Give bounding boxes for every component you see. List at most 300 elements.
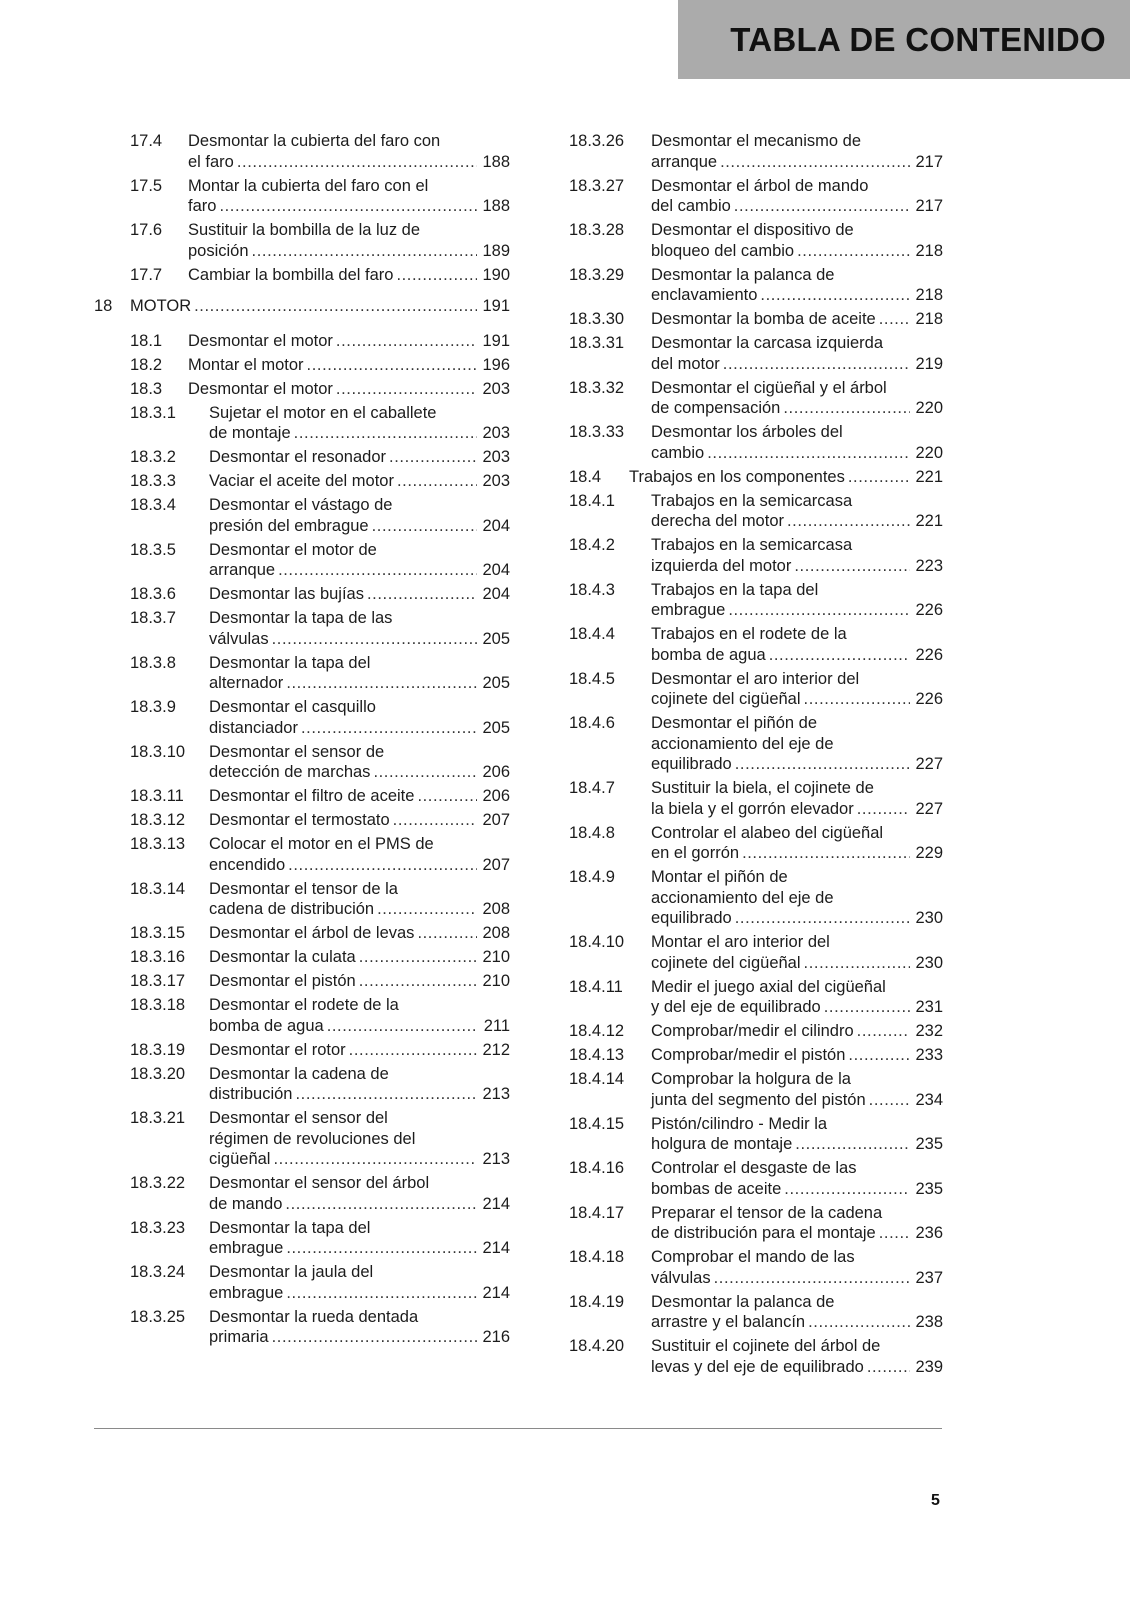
toc-entry-title-line: Desmontar el casquillo	[209, 698, 376, 716]
toc-entry-number: 18.3.5	[130, 540, 176, 559]
toc-entry-title	[651, 932, 943, 973]
toc-entry-title	[188, 355, 510, 376]
toc-entry-title-line: Montar la cubierta del faro con el	[188, 176, 429, 195]
toc-entry[interactable]	[94, 971, 510, 992]
toc-entry-title-line: Desmontar el piñón de	[651, 714, 818, 732]
toc-entry-title-line: cojinete del cigüeñal	[651, 953, 801, 972]
toc-page-number: 205	[482, 629, 510, 648]
toc-entry-title-line: válvulas	[209, 629, 269, 648]
toc-page-number: 235	[915, 1179, 943, 1198]
toc-entry[interactable]	[569, 932, 943, 973]
dot-leader	[397, 471, 477, 492]
toc-entry-title-line: Desmontar el sensor de	[209, 742, 385, 761]
toc-right-column	[569, 131, 943, 1381]
toc-entry-title	[209, 971, 510, 992]
toc-entry-title-line: Trabajos en los componentes	[629, 467, 845, 486]
toc-entry-number: 18.4.7	[569, 779, 615, 797]
toc-entry[interactable]	[569, 1292, 943, 1333]
toc-entry[interactable]	[94, 447, 510, 468]
toc-entry-number: 18.3.21	[130, 1109, 186, 1127]
toc-entry-title-line: derecha del motor	[651, 512, 784, 530]
toc-entry-title-line: encendido	[209, 855, 286, 874]
dot-leader	[396, 265, 477, 286]
toc-entry[interactable]	[569, 823, 943, 864]
toc-entry[interactable]	[94, 995, 510, 1036]
dot-leader	[252, 241, 477, 262]
toc-entry-title-line: y del eje de equilibrado	[651, 998, 821, 1016]
toc-entry-title-line: Desmontar la palanca de	[651, 1292, 835, 1311]
toc-entry-title-line: Desmontar la jaula del	[209, 1263, 374, 1281]
toc-entry-number: 18.4.3	[569, 580, 615, 599]
toc-entry-title-line: distanciador	[209, 718, 298, 737]
toc-entry-title	[651, 624, 943, 665]
toc-entry-number: 18.3.14	[130, 879, 186, 898]
toc-page-number: 231	[915, 998, 943, 1016]
toc-chapter-entry[interactable]	[94, 296, 510, 317]
toc-entry-title-line: de mando	[209, 1194, 283, 1213]
toc-entry-number: 18.4.16	[569, 1159, 625, 1177]
toc-entry[interactable]	[569, 131, 943, 172]
toc-entry-title-line: Pistón/cilindro - Medir la	[651, 1114, 828, 1133]
dot-leader	[857, 799, 910, 820]
toc-entry[interactable]	[94, 923, 510, 944]
toc-entry-title-line: Sustituir el cojinete del árbol de	[651, 1337, 881, 1355]
toc-page-number: 218	[915, 310, 943, 328]
toc-page-number: 212	[482, 1040, 510, 1059]
toc-entry[interactable]	[94, 879, 510, 920]
toc-entry[interactable]	[569, 1045, 943, 1066]
toc-page-number: 203	[482, 424, 510, 442]
toc-entry-title	[651, 378, 943, 419]
toc-page-number: 208	[482, 900, 510, 918]
toc-entry[interactable]	[94, 540, 510, 581]
toc-entry-title-line: del motor	[651, 354, 720, 373]
toc-entry-number: 18.4.20	[569, 1337, 625, 1355]
toc-entry-number: 17.6	[130, 221, 163, 239]
dot-leader	[373, 762, 477, 783]
toc-entry-title	[188, 331, 510, 352]
toc-entry-title-line: arrastre y el balancín	[651, 1313, 806, 1331]
dot-leader	[349, 1040, 477, 1061]
toc-entry-title	[651, 1158, 943, 1199]
toc-entry[interactable]	[569, 867, 943, 929]
toc-entry[interactable]	[94, 265, 510, 286]
toc-entry-title-line: Desmontar las bujías	[209, 585, 364, 603]
toc-entry-title-line: bomba de agua	[651, 645, 766, 664]
dot-leader	[869, 1090, 910, 1111]
dot-leader	[808, 1312, 910, 1333]
toc-entry[interactable]	[94, 608, 510, 649]
toc-entry[interactable]	[569, 467, 943, 488]
toc-entry-number: 18.4.15	[569, 1114, 625, 1133]
toc-entry[interactable]	[94, 176, 510, 217]
toc-entry-title	[629, 467, 943, 488]
toc-entry-title-line: alternador	[209, 674, 284, 692]
toc-entry-title-line: Cambiar la bombilla del faro	[188, 265, 394, 284]
toc-page-number: 233	[915, 1046, 943, 1064]
dot-leader	[824, 997, 910, 1018]
toc-page-number: 205	[482, 718, 510, 737]
toc-page-number: 217	[915, 197, 943, 215]
toc-entry-number: 18.3.32	[569, 378, 625, 397]
toc-page-number: 220	[915, 443, 943, 462]
toc-entry-title-line: de montaje	[209, 424, 291, 442]
toc-entry-title-line: Comprobar la holgura de la	[651, 1070, 851, 1088]
toc-entry-title-line: Desmontar la tapa del	[209, 653, 371, 672]
toc-entry[interactable]	[94, 220, 510, 261]
dot-leader	[867, 1357, 910, 1378]
toc-entry-number: 18.4.4	[569, 625, 615, 643]
toc-entry[interactable]	[569, 669, 943, 710]
toc-entry-title-line: bloqueo del cambio	[651, 241, 795, 260]
toc-entry-title	[651, 1114, 943, 1155]
toc-entry-title-line: holgura de montaje	[651, 1135, 793, 1153]
dot-leader	[848, 467, 910, 488]
toc-entry-title	[651, 713, 943, 775]
page-number: 5	[931, 1492, 940, 1509]
dot-leader	[723, 354, 910, 375]
toc-entry-title	[209, 947, 510, 968]
toc-entry[interactable]	[94, 379, 510, 400]
dot-leader	[714, 1268, 910, 1289]
toc-entry-title-line: Controlar el alabeo del cigüeñal	[651, 823, 884, 842]
toc-entry[interactable]	[94, 1307, 510, 1348]
toc-entry[interactable]	[569, 624, 943, 665]
toc-entry-title-line: Medir el juego axial del cigüeñal	[651, 977, 886, 996]
dot-leader	[720, 152, 910, 173]
toc-page-number: 234	[915, 1090, 943, 1109]
toc-entry-title-line: del cambio	[651, 197, 731, 215]
toc-entry-title	[209, 403, 510, 444]
toc-entry-title	[209, 742, 510, 783]
toc-entry-title-line: Preparar el tensor de la cadena	[651, 1203, 883, 1222]
toc-entry-number: 18.3.1	[130, 403, 176, 422]
toc-entry-title-line: Comprobar el mando de las	[651, 1248, 855, 1266]
toc-page-number: 203	[482, 448, 510, 466]
toc-entry-title-line: Comprobar/medir el pistón	[651, 1046, 846, 1064]
header-banner	[678, 0, 1130, 79]
toc-entry-title-line: Vaciar el aceite del motor	[209, 472, 394, 490]
toc-entry[interactable]	[569, 491, 943, 532]
toc-entry-title	[209, 540, 510, 581]
toc-entry-title-line: accionamiento del eje de	[651, 888, 834, 907]
toc-entry-title	[188, 131, 510, 172]
toc-entry-title	[209, 471, 510, 492]
dot-leader	[278, 560, 477, 581]
toc-page-number: 226	[915, 601, 943, 619]
toc-page-number: 203	[482, 379, 510, 398]
toc-entry-title-line: Desmontar el cigüeñal y el árbol	[651, 378, 887, 397]
toc-entry-number: 18.2	[130, 355, 163, 374]
toc-entry-number: 18.3.31	[569, 334, 625, 352]
toc-page-number: 216	[482, 1328, 510, 1346]
dot-leader	[359, 947, 477, 968]
toc-entry[interactable]	[94, 355, 510, 376]
toc-entry-number: 17.4	[130, 132, 163, 150]
toc-entry-number: 18.3.16	[130, 948, 186, 966]
dot-leader	[336, 331, 477, 352]
dot-leader	[795, 1134, 910, 1155]
dot-leader	[742, 843, 910, 864]
toc-entry-title	[209, 1262, 510, 1303]
toc-entry-title	[209, 653, 510, 694]
toc-entry[interactable]	[569, 265, 943, 306]
toc-entry-title-line: Trabajos en la tapa del	[651, 580, 819, 599]
toc-entry-title-line: cambio	[651, 443, 705, 462]
toc-entry-title-line: Desmontar el árbol de levas	[209, 924, 415, 942]
dot-leader	[272, 1327, 477, 1348]
toc-entry-title-line: embrague	[209, 1239, 284, 1257]
toc-entry-title-line: levas y del eje de equilibrado	[651, 1357, 864, 1376]
toc-entry[interactable]	[569, 309, 943, 330]
dot-leader	[327, 1016, 477, 1037]
toc-entry-number: 18.3.20	[130, 1064, 186, 1083]
toc-entry-title	[209, 1218, 510, 1259]
dot-leader	[783, 398, 910, 419]
toc-entry-title-line: detección de marchas	[209, 763, 371, 781]
toc-entry-title-line: Desmontar la tapa del	[209, 1218, 371, 1237]
toc-entry[interactable]	[94, 947, 510, 968]
toc-entry-title	[188, 176, 510, 217]
toc-entry[interactable]	[94, 471, 510, 492]
toc-entry[interactable]	[569, 535, 943, 576]
toc-page-number: 206	[482, 787, 510, 805]
toc-entry[interactable]	[569, 713, 943, 775]
dot-leader	[367, 584, 477, 605]
toc-page-number: 220	[915, 399, 943, 417]
toc-entry-title	[651, 535, 943, 576]
toc-entry[interactable]	[569, 1021, 943, 1042]
dot-leader	[372, 516, 477, 537]
toc-entry[interactable]	[94, 786, 510, 807]
toc-entry-title	[651, 669, 943, 710]
dot-leader	[848, 1045, 910, 1066]
toc-entry-number: 18	[94, 297, 113, 315]
toc-entry-title-line: MOTOR	[130, 297, 192, 315]
toc-entry-title-line: Montar el motor	[188, 355, 304, 374]
toc-entry-number: 18.3.3	[130, 472, 176, 490]
toc-entry-title	[209, 1307, 510, 1348]
toc-entry-title-line: Desmontar el termostato	[209, 811, 390, 829]
toc-page-number: 207	[482, 855, 510, 874]
toc-entry-number: 18.4.1	[569, 491, 615, 510]
dot-leader	[307, 355, 477, 376]
toc-entry[interactable]	[569, 333, 943, 374]
toc-entry-number: 18.3	[130, 379, 163, 398]
toc-page-number: 196	[482, 355, 510, 374]
toc-entry-title-line: Desmontar la rueda dentada	[209, 1307, 419, 1326]
toc-entry-number: 18.4.5	[569, 669, 615, 688]
toc-entry-title-line: arranque	[209, 561, 276, 579]
footer-divider	[94, 1428, 942, 1429]
dot-leader	[286, 1238, 477, 1259]
toc-entry-title	[188, 379, 510, 400]
dot-leader	[336, 379, 477, 400]
toc-entry[interactable]	[94, 834, 510, 875]
toc-page-number: 237	[915, 1268, 943, 1287]
toc-entry[interactable]	[94, 697, 510, 738]
toc-entry-number: 18.4.18	[569, 1248, 625, 1266]
page-title: TABLA DE CONTENIDO	[730, 21, 1106, 58]
toc-entry[interactable]	[569, 422, 943, 463]
toc-page-number: 204	[482, 561, 510, 579]
toc-entry[interactable]	[94, 1040, 510, 1061]
toc-entry-number: 18.3.25	[130, 1307, 186, 1326]
toc-entry-title	[651, 265, 943, 306]
toc-entry[interactable]	[569, 1114, 943, 1155]
dot-leader	[787, 511, 910, 532]
toc-entry-title-line: cigüeñal	[209, 1150, 271, 1168]
toc-entry-title	[209, 1108, 510, 1170]
toc-entry-number: 18.3.11	[130, 787, 184, 805]
toc-entry[interactable]	[94, 1173, 510, 1214]
toc-entry-number: 18.4	[569, 467, 602, 486]
dot-leader	[273, 1149, 477, 1170]
toc-entry[interactable]	[569, 977, 943, 1018]
toc-entry[interactable]	[569, 778, 943, 819]
toc-entry[interactable]	[569, 1247, 943, 1288]
toc-entry-number: 18.4.6	[569, 714, 615, 732]
dot-leader	[794, 556, 910, 577]
toc-entry-title	[651, 1045, 943, 1066]
toc-entry-number: 18.3.22	[130, 1174, 186, 1192]
toc-entry[interactable]	[94, 584, 510, 605]
toc-entry-title-line: embrague	[209, 1283, 284, 1302]
toc-page-number: 214	[482, 1194, 510, 1213]
toc-entry-title-line: Sujetar el motor en el caballete	[209, 403, 437, 422]
toc-page-number: 206	[482, 763, 510, 781]
dot-leader	[879, 1223, 910, 1244]
toc-entry-title	[651, 1021, 943, 1042]
dot-leader	[804, 689, 910, 710]
toc-entry-title-line: Comprobar/medir el cilindro	[651, 1022, 854, 1040]
toc-entry-title	[209, 1064, 510, 1105]
toc-entry-number: 18.3.29	[569, 265, 625, 284]
toc-page-number: 203	[482, 472, 510, 490]
toc-page-number: 188	[482, 152, 510, 171]
toc-entry-number: 18.4.10	[569, 933, 625, 951]
toc-entry[interactable]	[94, 810, 510, 831]
toc-entry-title	[209, 608, 510, 649]
toc-entry-title-line: Colocar el motor en el PMS de	[209, 835, 434, 853]
dot-leader	[728, 600, 910, 621]
toc-entry-number: 18.3.30	[569, 310, 625, 328]
dot-leader	[734, 196, 910, 217]
toc-entry-title	[651, 422, 943, 463]
toc-left-column	[94, 131, 510, 1351]
dot-leader	[735, 754, 910, 775]
dot-leader	[389, 447, 477, 468]
toc-entry-number: 18.4.9	[569, 868, 615, 886]
toc-entry-title	[651, 867, 943, 929]
toc-entry-number: 18.4.14	[569, 1070, 625, 1088]
toc-entry[interactable]	[94, 653, 510, 694]
dot-leader	[377, 899, 477, 920]
toc-entry-title-line: equilibrado	[651, 755, 732, 773]
toc-entry-title-line: Sustituir la bombilla de la luz de	[188, 221, 421, 239]
dot-leader	[294, 423, 477, 444]
toc-entry[interactable]	[94, 742, 510, 783]
toc-entry-title-line: Trabajos en la semicarcasa	[651, 491, 853, 510]
toc-entry[interactable]	[569, 580, 943, 621]
toc-entry[interactable]	[94, 403, 510, 444]
toc-entry[interactable]	[569, 1069, 943, 1110]
toc-entry-title-line: Controlar el desgaste de las	[651, 1159, 857, 1177]
toc-entry-title-line: enclavamiento	[651, 286, 758, 304]
toc-entry-title	[209, 879, 510, 920]
toc-entry-title	[651, 1247, 943, 1288]
toc-entry-title-line: Trabajos en el rodete de la	[651, 625, 847, 643]
toc-entry[interactable]	[569, 176, 943, 217]
toc-entry-title-line: Desmontar el rotor	[209, 1040, 346, 1059]
toc-entry-title	[209, 1173, 510, 1214]
toc-page-number: 226	[915, 645, 943, 664]
toc-entry-title-line: Desmontar el motor de	[209, 540, 377, 559]
dot-leader	[760, 285, 910, 306]
toc-entry-number: 18.3.4	[130, 496, 176, 514]
toc-entry-title-line: cojinete del cigüeñal	[651, 690, 801, 708]
toc-page-number: 213	[482, 1150, 510, 1168]
toc-entry[interactable]	[569, 378, 943, 419]
toc-entry[interactable]	[569, 1158, 943, 1199]
toc-entry-title-line: en el gorrón	[651, 844, 740, 862]
dot-leader	[735, 908, 910, 929]
toc-entry[interactable]	[569, 1336, 943, 1377]
toc-page-number: 236	[915, 1224, 943, 1242]
toc-entry-title	[651, 778, 943, 819]
dot-leader	[857, 1021, 910, 1042]
toc-entry-title	[651, 1336, 943, 1377]
toc-entry-number: 18.4.19	[569, 1292, 625, 1311]
toc-page-number: 208	[482, 924, 510, 942]
toc-entry[interactable]	[94, 1218, 510, 1259]
dot-leader	[286, 1283, 477, 1304]
toc-entry-number: 18.3.26	[569, 132, 625, 150]
toc-entry-title-line: Desmontar el motor	[188, 331, 333, 350]
toc-entry-title-line: bomba de agua	[209, 1016, 324, 1035]
toc-entry[interactable]	[94, 1262, 510, 1303]
toc-page-number: 191	[482, 297, 510, 315]
toc-entry-title-line: Desmontar la cadena de	[209, 1064, 389, 1083]
toc-entry-title	[651, 131, 943, 172]
toc-entry-number: 18.4.13	[569, 1046, 625, 1064]
toc-page-number: 227	[915, 799, 943, 818]
toc-page-number: 204	[482, 585, 510, 603]
toc-entry-number: 18.3.18	[130, 996, 186, 1014]
toc-entry-title-line: izquierda del motor	[651, 556, 792, 575]
toc-entry-title-line: Desmontar la cubierta del faro con	[188, 132, 441, 150]
toc-entry[interactable]	[94, 1108, 510, 1170]
toc-entry-title	[651, 491, 943, 532]
toc-entry[interactable]	[94, 131, 510, 172]
toc-entry-number: 18.3.10	[130, 742, 186, 761]
toc-entry-number: 18.3.12	[130, 811, 186, 829]
toc-entry[interactable]	[94, 1064, 510, 1105]
toc-entry[interactable]	[94, 331, 510, 352]
toc-page-number: 227	[915, 755, 943, 773]
toc-entry[interactable]	[94, 495, 510, 536]
dot-leader	[288, 855, 477, 876]
toc-page-number: 214	[482, 1283, 510, 1302]
toc-page-number: 205	[482, 674, 510, 692]
toc-entry-title-line: posición	[188, 241, 249, 260]
toc-entry-number: 18.3.8	[130, 653, 176, 672]
toc-entry-number: 18.4.2	[569, 536, 615, 554]
toc-entry-title-line: primaria	[209, 1328, 269, 1346]
toc-entry[interactable]	[569, 1203, 943, 1244]
toc-entry-title-line: embrague	[651, 601, 726, 619]
toc-entry[interactable]	[569, 220, 943, 261]
